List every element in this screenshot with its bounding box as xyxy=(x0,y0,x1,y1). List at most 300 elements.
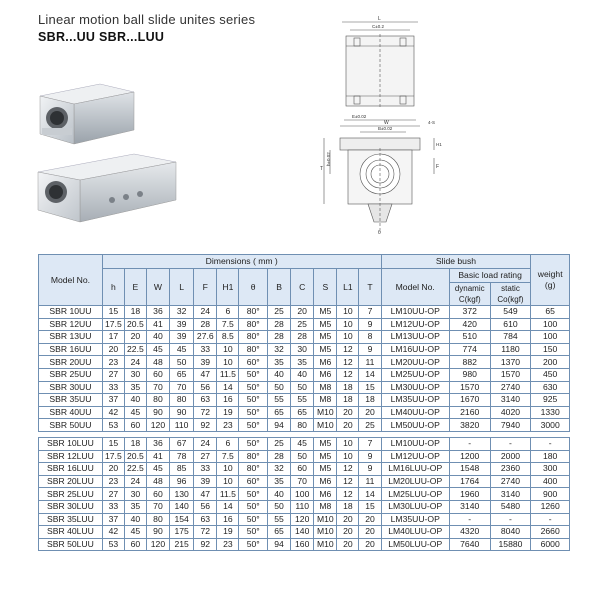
table-cell: 7640 xyxy=(449,538,490,551)
header-l: L xyxy=(170,269,194,306)
table-cell: 45 xyxy=(291,437,314,450)
table-cell: LM50LUU-OP xyxy=(381,538,449,551)
table-cell: 90 xyxy=(170,406,194,419)
table-cell: 72 xyxy=(194,526,217,539)
table-row xyxy=(39,406,570,419)
table-cell: 25 xyxy=(268,437,291,450)
table-cell: 630 xyxy=(531,381,570,394)
header-theta: θ xyxy=(239,269,268,306)
table-cell: - xyxy=(490,437,531,450)
table-cell: SBR 50UU xyxy=(39,419,103,432)
spec-table xyxy=(38,254,570,551)
table-cell: 23 xyxy=(102,356,124,369)
table-cell: 53 xyxy=(102,538,124,551)
table-cell: 18 xyxy=(337,381,359,394)
table-cell: 180 xyxy=(531,450,570,463)
table-cell: M10 xyxy=(314,419,337,432)
table-cell: LM35UU-OP xyxy=(381,513,449,526)
table-cell: 80 xyxy=(291,419,314,432)
table-header xyxy=(39,255,570,306)
table-cell: 39 xyxy=(170,318,194,331)
series-title: Linear motion ball slide unites series xyxy=(38,12,256,27)
header-w: W xyxy=(146,269,169,306)
table-cell: 10 xyxy=(217,463,239,476)
table-cell: 11.5 xyxy=(217,488,239,501)
table-cell: - xyxy=(490,513,531,526)
table-cell: 17 xyxy=(102,331,124,344)
table-cell: 94 xyxy=(268,538,291,551)
table-cell: 55 xyxy=(291,394,314,407)
table-cell: 8.5 xyxy=(217,331,239,344)
table-cell: 40 xyxy=(268,368,291,381)
header-s: S xyxy=(314,269,337,306)
table-cell: 400 xyxy=(531,475,570,488)
table-cell: 17.5 xyxy=(102,318,124,331)
table-cell: 70 xyxy=(146,500,169,513)
table-cell: LM12UU-OP xyxy=(381,450,449,463)
table-cell: SBR 20UU xyxy=(39,356,103,369)
technical-drawing xyxy=(300,8,460,248)
table-cell: M5 xyxy=(314,331,337,344)
table-cell: 774 xyxy=(449,343,490,356)
table-cell: M5 xyxy=(314,318,337,331)
table-cell: 42 xyxy=(102,406,124,419)
header-slide-bush: Slide bush xyxy=(381,255,531,269)
table-cell: LM20LUU-OP xyxy=(381,475,449,488)
table-cell: SBR 10UU xyxy=(39,306,103,319)
table-cell: 200 xyxy=(531,356,570,369)
table-cell: 2160 xyxy=(449,406,490,419)
table-cell: 36 xyxy=(146,437,169,450)
table-cell: 10 xyxy=(337,450,359,463)
table-cell: 12 xyxy=(337,356,359,369)
table-cell: 10 xyxy=(217,475,239,488)
table-cell: 100 xyxy=(291,488,314,501)
series-subtitle: SBR...UU SBR...LUU xyxy=(38,30,165,44)
table-cell: 110 xyxy=(291,500,314,513)
table-cell: 784 xyxy=(490,331,531,344)
table-cell: 28 xyxy=(194,318,217,331)
table-cell: 78 xyxy=(170,450,194,463)
table-cell: 14 xyxy=(217,500,239,513)
table-cell: 50 xyxy=(291,381,314,394)
table-cell: 18 xyxy=(359,394,381,407)
table-cell: 35 xyxy=(124,381,146,394)
table-cell: 5480 xyxy=(490,500,531,513)
table-cell: 27.6 xyxy=(194,331,217,344)
table-cell: 92 xyxy=(194,419,217,432)
table-cell: 50° xyxy=(239,394,268,407)
table-row xyxy=(39,306,570,319)
table-cell: 39 xyxy=(194,356,217,369)
table-cell: 510 xyxy=(449,331,490,344)
table-cell: 32 xyxy=(170,306,194,319)
table-cell: 35 xyxy=(268,356,291,369)
header-bush-model: Model No. xyxy=(381,269,449,306)
table-cell: 80° xyxy=(239,318,268,331)
table-cell: 41 xyxy=(146,318,169,331)
table-cell: 12 xyxy=(337,343,359,356)
table-cell: 10 xyxy=(337,331,359,344)
table-cell: SBR 35LUU xyxy=(39,513,103,526)
table-cell: SBR 10LUU xyxy=(39,437,103,450)
table-cell: 1330 xyxy=(531,406,570,419)
table-cell: LM13UU-OP xyxy=(381,331,449,344)
table-cell: 1960 xyxy=(449,488,490,501)
table-cell: 45 xyxy=(124,526,146,539)
table-cell: 40 xyxy=(124,394,146,407)
table-row xyxy=(39,450,570,463)
table-cell: 140 xyxy=(291,526,314,539)
table-cell: 1570 xyxy=(490,368,531,381)
table-cell: 56 xyxy=(194,381,217,394)
table-cell: 16 xyxy=(217,513,239,526)
table-cell: 1670 xyxy=(449,394,490,407)
table-cell: 37 xyxy=(102,394,124,407)
table-cell: LM40LUU-OP xyxy=(381,526,449,539)
header-weight: weight (g) xyxy=(531,255,570,306)
table-cell: SBR 12LUU xyxy=(39,450,103,463)
table-cell: 30 xyxy=(124,368,146,381)
table-cell: M5 xyxy=(314,306,337,319)
table-row xyxy=(39,419,570,432)
table-cell: 3000 xyxy=(531,419,570,432)
table-cell: 3820 xyxy=(449,419,490,432)
table-group-uu xyxy=(39,306,570,432)
table-cell: 20.5 xyxy=(124,450,146,463)
table-cell: 70 xyxy=(170,381,194,394)
table-cell: 900 xyxy=(531,488,570,501)
table-cell: LM30UU-OP xyxy=(381,381,449,394)
table-cell: 40 xyxy=(146,331,169,344)
table-cell: 41 xyxy=(146,450,169,463)
table-cell: SBR 35UU xyxy=(39,394,103,407)
label-W: W xyxy=(384,120,389,126)
table-cell: 15 xyxy=(102,437,124,450)
table-cell: 11.5 xyxy=(217,368,239,381)
table-cell: 120 xyxy=(146,538,169,551)
table-cell: 50° xyxy=(239,419,268,432)
table-cell: LM40UU-OP xyxy=(381,406,449,419)
title-block xyxy=(38,12,255,44)
table-row xyxy=(39,394,570,407)
table-cell: 70 xyxy=(146,381,169,394)
table-cell: 18 xyxy=(337,500,359,513)
table-cell: 300 xyxy=(531,463,570,476)
table-cell: 20 xyxy=(337,526,359,539)
table-cell: M10 xyxy=(314,513,337,526)
header-h1: H1 xyxy=(217,269,239,306)
table-cell: 45 xyxy=(124,406,146,419)
table-cell: SBR 25LUU xyxy=(39,488,103,501)
table-cell: 160 xyxy=(291,538,314,551)
table-cell: 40 xyxy=(291,368,314,381)
table-cell: LM50UU-OP xyxy=(381,419,449,432)
table-cell: 15 xyxy=(359,381,381,394)
table-cell: 7 xyxy=(359,437,381,450)
table-cell: LM25LUU-OP xyxy=(381,488,449,501)
table-cell: 1570 xyxy=(449,381,490,394)
table-cell: 90 xyxy=(146,526,169,539)
table-cell: 50 xyxy=(170,356,194,369)
table-cell: 15880 xyxy=(490,538,531,551)
table-cell: 10 xyxy=(337,318,359,331)
table-row xyxy=(39,488,570,501)
table-cell: 18 xyxy=(337,394,359,407)
table-cell: 7 xyxy=(359,306,381,319)
table-cell: 20 xyxy=(102,343,124,356)
table-cell: 610 xyxy=(490,318,531,331)
table-cell: M6 xyxy=(314,475,337,488)
table-cell: 50° xyxy=(239,500,268,513)
table-cell: M5 xyxy=(314,463,337,476)
table-cell: LM35UU-OP xyxy=(381,394,449,407)
table-cell: 33 xyxy=(102,381,124,394)
table-cell: 37 xyxy=(102,513,124,526)
table-cell: 23 xyxy=(102,475,124,488)
table-cell: 3140 xyxy=(449,500,490,513)
table-cell: 33 xyxy=(194,463,217,476)
table-cell: LM20UU-OP xyxy=(381,356,449,369)
table-cell: SBR 12UU xyxy=(39,318,103,331)
product-photo-long-unit xyxy=(32,150,182,228)
table-cell: 23 xyxy=(217,419,239,432)
table-cell: 45 xyxy=(146,463,169,476)
header-f: F xyxy=(194,269,217,306)
table-cell: 20 xyxy=(102,463,124,476)
table-cell: 7.5 xyxy=(217,318,239,331)
table-cell: 15 xyxy=(359,500,381,513)
table-cell: M5 xyxy=(314,343,337,356)
table-cell: 372 xyxy=(449,306,490,319)
table-cell: 20 xyxy=(359,406,381,419)
table-cell: 25 xyxy=(268,306,291,319)
table-cell: 42 xyxy=(102,526,124,539)
label-h: h±0.02 xyxy=(326,152,331,166)
table-cell: 7.5 xyxy=(217,450,239,463)
table-cell: M6 xyxy=(314,356,337,369)
table-cell: 50° xyxy=(239,437,268,450)
table-cell: 20 xyxy=(337,419,359,432)
table-cell: 94 xyxy=(268,419,291,432)
table-cell: 60 xyxy=(146,488,169,501)
table-cell: 60° xyxy=(239,356,268,369)
table-cell: 24 xyxy=(124,475,146,488)
table-cell: 50° xyxy=(239,368,268,381)
header-b: B xyxy=(268,269,291,306)
header-dimensions: Dimensions ( mm ) xyxy=(102,255,381,269)
table-cell: 80° xyxy=(239,331,268,344)
table-cell: 20 xyxy=(291,306,314,319)
table-cell: M8 xyxy=(314,500,337,513)
table-cell: 14 xyxy=(359,488,381,501)
table-cell: 53 xyxy=(102,419,124,432)
table-cell: 28 xyxy=(268,318,291,331)
label-S: 4-S xyxy=(428,120,436,125)
table-cell: 10 xyxy=(217,356,239,369)
table-cell: - xyxy=(531,437,570,450)
product-photo-short-unit xyxy=(30,78,140,152)
table-cell: M6 xyxy=(314,368,337,381)
table-cell: 175 xyxy=(170,526,194,539)
table-cell: 12 xyxy=(337,463,359,476)
table-cell: 100 xyxy=(531,331,570,344)
table-cell: 63 xyxy=(194,513,217,526)
table-cell: 35 xyxy=(268,475,291,488)
table-cell: LM25UU-OP xyxy=(381,368,449,381)
table-cell: M5 xyxy=(314,437,337,450)
table-cell: 18 xyxy=(124,437,146,450)
table-cell: 24 xyxy=(124,356,146,369)
header-t: T xyxy=(359,269,381,306)
table-cell: - xyxy=(449,513,490,526)
table-cell: 1260 xyxy=(531,500,570,513)
table-cell: 33 xyxy=(102,500,124,513)
table-cell: 28 xyxy=(291,331,314,344)
table-cell: SBR 16UU xyxy=(39,343,103,356)
table-cell: 50° xyxy=(239,538,268,551)
table-cell: 45 xyxy=(146,343,169,356)
table-row xyxy=(39,463,570,476)
table-cell: 20.5 xyxy=(124,318,146,331)
table-row xyxy=(39,343,570,356)
table-cell: 14 xyxy=(359,368,381,381)
table-cell: 32 xyxy=(268,463,291,476)
table-cell: 70 xyxy=(291,475,314,488)
table-cell: 8 xyxy=(359,331,381,344)
table-cell: M10 xyxy=(314,538,337,551)
label-F: F xyxy=(436,164,440,170)
table-row xyxy=(39,356,570,369)
table-cell: 19 xyxy=(217,406,239,419)
table-cell: 150 xyxy=(531,343,570,356)
table-cell: LM16LUU-OP xyxy=(381,463,449,476)
table-cell: 80 xyxy=(146,394,169,407)
table-cell: 9 xyxy=(359,463,381,476)
table-cell: 56 xyxy=(194,500,217,513)
table-cell: 50° xyxy=(239,488,268,501)
table-cell: 22.5 xyxy=(124,463,146,476)
table-cell: 925 xyxy=(531,394,570,407)
table-cell: 50° xyxy=(239,381,268,394)
table-cell: 12 xyxy=(337,488,359,501)
table-cell: SBR 40UU xyxy=(39,406,103,419)
label-theta: θ xyxy=(378,230,381,236)
label-T: T xyxy=(320,166,324,172)
table-cell: 80 xyxy=(146,513,169,526)
table-cell: 10 xyxy=(337,306,359,319)
table-cell: 65 xyxy=(170,368,194,381)
table-cell: 2660 xyxy=(531,526,570,539)
table-cell: M6 xyxy=(314,488,337,501)
table-row xyxy=(39,500,570,513)
table-cell: 110 xyxy=(170,419,194,432)
table-row xyxy=(39,526,570,539)
table-cell: 2360 xyxy=(490,463,531,476)
table-cell: 80° xyxy=(239,463,268,476)
table-cell: 1370 xyxy=(490,356,531,369)
table-cell: 980 xyxy=(449,368,490,381)
table-cell: 15 xyxy=(102,306,124,319)
table-cell: 85 xyxy=(170,463,194,476)
label-B: B±0.02 xyxy=(378,126,393,131)
header-model-no: Model No. xyxy=(39,255,103,306)
table-cell: 1548 xyxy=(449,463,490,476)
table-cell: 22.5 xyxy=(124,343,146,356)
table-row xyxy=(39,437,570,450)
table-cell: 4020 xyxy=(490,406,531,419)
table-cell: M10 xyxy=(314,526,337,539)
table-cell: 20 xyxy=(337,513,359,526)
table-row xyxy=(39,513,570,526)
table-cell: 420 xyxy=(449,318,490,331)
table-cell: 40 xyxy=(124,513,146,526)
table-cell: 140 xyxy=(170,500,194,513)
table-cell: 35 xyxy=(291,356,314,369)
table-cell: 6 xyxy=(217,437,239,450)
table-cell: 32 xyxy=(268,343,291,356)
table-cell: 10 xyxy=(217,343,239,356)
table-cell: SBR 40LUU xyxy=(39,526,103,539)
table-cell: 3140 xyxy=(490,394,531,407)
table-cell: 55 xyxy=(268,394,291,407)
table-cell: 80° xyxy=(239,306,268,319)
table-cell: 20 xyxy=(124,331,146,344)
table-cell: 65 xyxy=(268,526,291,539)
table-cell: 39 xyxy=(170,331,194,344)
table-row xyxy=(39,331,570,344)
header-static: static Co(kgf) xyxy=(490,283,531,306)
table-group-luu xyxy=(39,437,570,550)
table-cell: 20 xyxy=(337,406,359,419)
table-cell: 36 xyxy=(146,306,169,319)
table-cell: SBR 50LUU xyxy=(39,538,103,551)
table-cell: 28 xyxy=(268,331,291,344)
table-cell: 48 xyxy=(146,475,169,488)
table-cell: 7940 xyxy=(490,419,531,432)
table-cell: 90 xyxy=(146,406,169,419)
table-cell: 60° xyxy=(239,475,268,488)
table-cell: 25 xyxy=(291,318,314,331)
table-cell: 882 xyxy=(449,356,490,369)
table-cell: 9 xyxy=(359,318,381,331)
table-cell: 60 xyxy=(291,463,314,476)
table-cell: - xyxy=(531,513,570,526)
table-cell: 72 xyxy=(194,406,217,419)
table-row xyxy=(39,475,570,488)
table-cell: 20 xyxy=(359,513,381,526)
table-cell: 47 xyxy=(194,368,217,381)
table-row xyxy=(39,318,570,331)
table-cell: 47 xyxy=(194,488,217,501)
table-cell: SBR 16LUU xyxy=(39,463,103,476)
table-cell: 9 xyxy=(359,450,381,463)
table-cell: 50 xyxy=(268,381,291,394)
table-cell: 450 xyxy=(531,368,570,381)
table-cell: 50 xyxy=(291,450,314,463)
table-cell: 60 xyxy=(124,419,146,432)
table-cell: 23 xyxy=(217,538,239,551)
table-cell: 60 xyxy=(146,368,169,381)
table-cell: 120 xyxy=(146,419,169,432)
table-cell: 10 xyxy=(337,437,359,450)
table-cell: 19 xyxy=(217,526,239,539)
table-cell: 50 xyxy=(268,500,291,513)
table-cell: 9 xyxy=(359,343,381,356)
table-cell: M5 xyxy=(314,450,337,463)
table-cell: 1180 xyxy=(490,343,531,356)
header-c: C xyxy=(291,269,314,306)
